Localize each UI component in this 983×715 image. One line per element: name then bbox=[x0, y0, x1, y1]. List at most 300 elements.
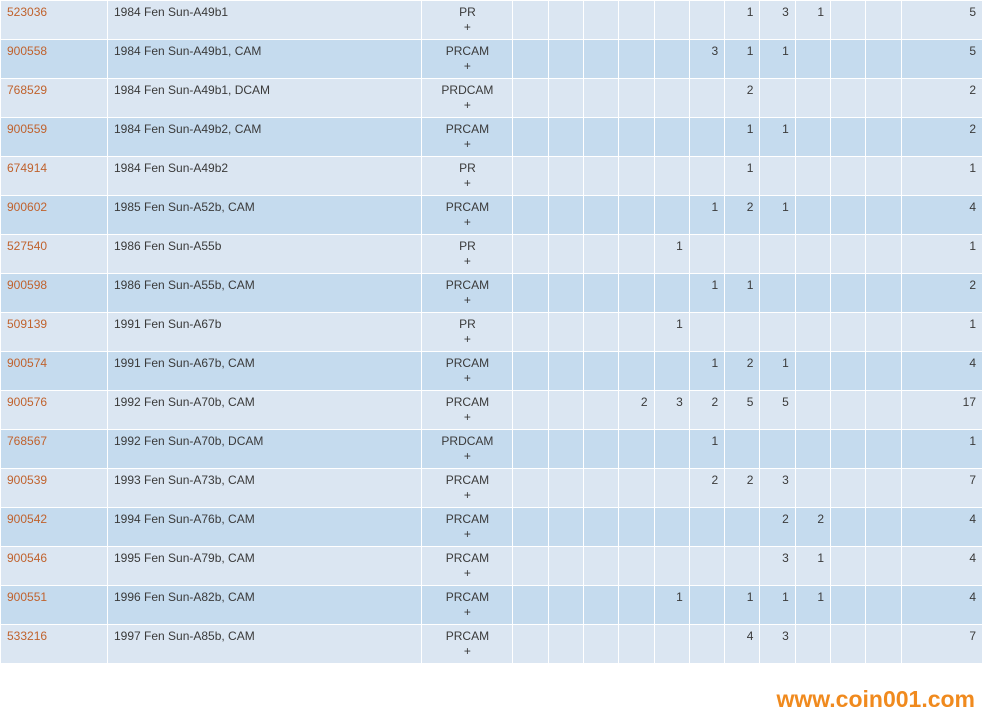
grade-cell bbox=[422, 196, 513, 235]
grade-plus-label: + bbox=[463, 410, 471, 424]
population-count-cell: 1 bbox=[689, 274, 724, 313]
population-count-cell bbox=[795, 430, 830, 469]
population-count-cell bbox=[513, 196, 548, 235]
coin-description-cell: 1995 Fen Sun-A79b, CAM bbox=[107, 547, 421, 586]
population-count-cell: 3 bbox=[760, 625, 795, 664]
population-count-cell bbox=[725, 235, 760, 274]
population-count-cell: 1 bbox=[795, 586, 830, 625]
population-count-cell bbox=[866, 391, 901, 430]
population-count-cell bbox=[513, 313, 548, 352]
population-count-cell bbox=[654, 1, 689, 40]
population-count-cell bbox=[548, 469, 583, 508]
table-row bbox=[1, 274, 983, 313]
population-count-cell bbox=[548, 235, 583, 274]
cert-number-cell[interactable] bbox=[1, 40, 108, 79]
population-count-cell bbox=[513, 157, 548, 196]
population-count-cell bbox=[513, 586, 548, 625]
population-count-cell bbox=[654, 469, 689, 508]
population-count-cell bbox=[760, 430, 795, 469]
site-watermark: www.coin001.com bbox=[776, 686, 975, 712]
cert-number-link[interactable]: 674914 bbox=[7, 161, 48, 175]
table-body bbox=[1, 1, 983, 664]
population-count-cell bbox=[548, 352, 583, 391]
grade-label: PRCAM bbox=[445, 473, 490, 487]
population-count-cell: 1 bbox=[654, 313, 689, 352]
grade-plus-label: + bbox=[463, 59, 471, 73]
population-count-cell bbox=[795, 40, 830, 79]
coin-description-cell: 1984 Fen Sun-A49b1, DCAM bbox=[107, 79, 421, 118]
total-count-cell: 4 bbox=[901, 547, 982, 586]
population-count-cell bbox=[689, 625, 724, 664]
population-count-cell bbox=[725, 313, 760, 352]
population-count-cell: 2 bbox=[725, 469, 760, 508]
population-count-cell bbox=[760, 274, 795, 313]
population-count-cell: 1 bbox=[760, 40, 795, 79]
grade-cell bbox=[422, 1, 513, 40]
population-count-cell bbox=[795, 625, 830, 664]
grade-plus-label: + bbox=[463, 215, 471, 229]
population-count-cell: 2 bbox=[689, 469, 724, 508]
population-count-cell bbox=[583, 547, 618, 586]
population-count-cell bbox=[725, 508, 760, 547]
cert-number-link[interactable]: 900542 bbox=[7, 512, 48, 526]
table-row bbox=[1, 352, 983, 391]
population-count-cell bbox=[689, 157, 724, 196]
population-count-cell bbox=[795, 235, 830, 274]
population-count-cell bbox=[866, 430, 901, 469]
total-count-cell: 2 bbox=[901, 274, 982, 313]
total-count-cell: 17 bbox=[901, 391, 982, 430]
population-count-cell bbox=[654, 547, 689, 586]
total-count-cell: 4 bbox=[901, 352, 982, 391]
population-count-cell bbox=[548, 313, 583, 352]
population-count-cell bbox=[689, 313, 724, 352]
cert-number-cell[interactable] bbox=[1, 196, 108, 235]
total-count-cell: 4 bbox=[901, 586, 982, 625]
grade-cell bbox=[422, 547, 513, 586]
cert-number-cell[interactable] bbox=[1, 625, 108, 664]
coin-description-cell: 1984 Fen Sun-A49b2, CAM bbox=[107, 118, 421, 157]
grade-cell bbox=[422, 40, 513, 79]
population-count-cell bbox=[548, 391, 583, 430]
population-count-cell bbox=[619, 430, 654, 469]
population-count-cell bbox=[866, 1, 901, 40]
population-count-cell: 5 bbox=[760, 391, 795, 430]
population-count-cell: 1 bbox=[760, 196, 795, 235]
population-count-cell bbox=[689, 1, 724, 40]
total-count-cell: 1 bbox=[901, 430, 982, 469]
population-count-cell bbox=[866, 196, 901, 235]
population-count-cell bbox=[831, 157, 866, 196]
population-count-cell: 2 bbox=[725, 196, 760, 235]
population-count-cell bbox=[866, 157, 901, 196]
cert-number-cell[interactable] bbox=[1, 1, 108, 40]
cert-number-cell[interactable] bbox=[1, 118, 108, 157]
population-count-cell bbox=[513, 40, 548, 79]
population-count-cell bbox=[831, 391, 866, 430]
population-count-cell: 1 bbox=[725, 118, 760, 157]
total-count-cell: 5 bbox=[901, 40, 982, 79]
population-count-cell: 1 bbox=[760, 586, 795, 625]
population-count-cell bbox=[548, 625, 583, 664]
cert-number-link[interactable]: 900539 bbox=[7, 473, 48, 487]
table-row bbox=[1, 625, 983, 664]
population-count-cell: 1 bbox=[689, 430, 724, 469]
table-row bbox=[1, 235, 983, 274]
cert-number-link[interactable]: 533216 bbox=[7, 629, 48, 643]
grade-cell bbox=[422, 430, 513, 469]
population-count-cell bbox=[866, 274, 901, 313]
grade-cell bbox=[422, 391, 513, 430]
population-count-cell bbox=[619, 157, 654, 196]
cert-number-cell[interactable] bbox=[1, 313, 108, 352]
grade-cell bbox=[422, 118, 513, 157]
total-count-cell: 1 bbox=[901, 313, 982, 352]
population-count-cell bbox=[513, 469, 548, 508]
table-row bbox=[1, 1, 983, 40]
cert-number-cell[interactable] bbox=[1, 586, 108, 625]
population-count-cell bbox=[654, 430, 689, 469]
population-count-cell bbox=[548, 1, 583, 40]
population-count-cell bbox=[619, 40, 654, 79]
grade-cell bbox=[422, 352, 513, 391]
population-count-cell bbox=[866, 118, 901, 157]
coin-description-cell: 1997 Fen Sun-A85b, CAM bbox=[107, 625, 421, 664]
cert-number-link[interactable]: 768529 bbox=[7, 83, 48, 97]
population-count-cell bbox=[760, 235, 795, 274]
grade-plus-label: + bbox=[463, 605, 471, 619]
grade-cell bbox=[422, 586, 513, 625]
cert-number-link[interactable]: 900602 bbox=[7, 200, 48, 214]
population-count-cell bbox=[619, 79, 654, 118]
population-count-cell: 1 bbox=[760, 352, 795, 391]
population-count-cell bbox=[583, 508, 618, 547]
table-row bbox=[1, 196, 983, 235]
population-count-cell bbox=[619, 1, 654, 40]
population-count-cell: 4 bbox=[725, 625, 760, 664]
population-count-cell bbox=[831, 625, 866, 664]
table-row bbox=[1, 391, 983, 430]
cert-number-link[interactable]: 900551 bbox=[7, 590, 48, 604]
population-count-cell bbox=[619, 274, 654, 313]
grade-label: PRCAM bbox=[445, 200, 490, 214]
population-count-cell bbox=[513, 274, 548, 313]
population-count-cell bbox=[831, 40, 866, 79]
population-count-cell: 1 bbox=[725, 1, 760, 40]
table-row bbox=[1, 118, 983, 157]
grade-plus-label: + bbox=[463, 137, 471, 151]
population-count-cell bbox=[513, 1, 548, 40]
total-count-cell: 1 bbox=[901, 157, 982, 196]
population-count-cell bbox=[689, 235, 724, 274]
coin-description-cell: 1991 Fen Sun-A67b bbox=[107, 313, 421, 352]
total-count-cell: 1 bbox=[901, 235, 982, 274]
population-count-cell bbox=[619, 469, 654, 508]
population-count-cell bbox=[654, 118, 689, 157]
population-count-cell bbox=[866, 79, 901, 118]
cert-number-cell[interactable] bbox=[1, 508, 108, 547]
cert-number-link[interactable]: 523036 bbox=[7, 5, 48, 19]
grade-plus-label: + bbox=[463, 254, 471, 268]
population-count-cell bbox=[831, 547, 866, 586]
population-count-cell bbox=[583, 469, 618, 508]
population-count-cell: 1 bbox=[725, 40, 760, 79]
population-count-cell bbox=[795, 352, 830, 391]
coin-description-cell: 1984 Fen Sun-A49b1 bbox=[107, 1, 421, 40]
population-count-cell bbox=[548, 157, 583, 196]
population-count-cell bbox=[760, 157, 795, 196]
grade-plus-label: + bbox=[463, 293, 471, 307]
coin-description-cell: 1992 Fen Sun-A70b, CAM bbox=[107, 391, 421, 430]
population-count-cell bbox=[583, 391, 618, 430]
population-count-cell bbox=[619, 625, 654, 664]
population-count-cell: 3 bbox=[689, 40, 724, 79]
population-count-cell bbox=[513, 547, 548, 586]
population-count-cell bbox=[548, 547, 583, 586]
population-count-cell bbox=[619, 196, 654, 235]
population-count-cell bbox=[654, 157, 689, 196]
population-count-cell bbox=[654, 79, 689, 118]
population-count-cell bbox=[583, 586, 618, 625]
grade-label: PRCAM bbox=[445, 395, 490, 409]
coin-description-cell: 1993 Fen Sun-A73b, CAM bbox=[107, 469, 421, 508]
grade-label: PRCAM bbox=[445, 551, 490, 565]
population-count-cell bbox=[513, 430, 548, 469]
population-count-cell bbox=[619, 508, 654, 547]
grade-label: PR bbox=[459, 317, 476, 331]
grade-label: PR bbox=[459, 239, 476, 253]
grade-label: PRCAM bbox=[445, 590, 490, 604]
cert-number-cell[interactable] bbox=[1, 274, 108, 313]
cert-number-link[interactable]: 900598 bbox=[7, 278, 48, 292]
grade-plus-label: + bbox=[463, 371, 471, 385]
population-count-cell: 2 bbox=[725, 79, 760, 118]
cert-number-cell[interactable] bbox=[1, 79, 108, 118]
population-count-cell bbox=[654, 274, 689, 313]
cert-number-link[interactable]: 900576 bbox=[7, 395, 48, 409]
population-count-cell: 5 bbox=[725, 391, 760, 430]
population-count-cell bbox=[619, 352, 654, 391]
table-row bbox=[1, 586, 983, 625]
grade-label: PRDCAM bbox=[441, 83, 494, 97]
population-count-cell bbox=[831, 313, 866, 352]
grade-plus-label: + bbox=[463, 98, 471, 112]
population-count-cell bbox=[831, 118, 866, 157]
population-count-cell bbox=[689, 586, 724, 625]
coin-description-cell: 1994 Fen Sun-A76b, CAM bbox=[107, 508, 421, 547]
total-count-cell: 5 bbox=[901, 1, 982, 40]
cert-number-cell[interactable] bbox=[1, 469, 108, 508]
population-count-cell: 2 bbox=[795, 508, 830, 547]
population-count-cell: 1 bbox=[689, 352, 724, 391]
total-count-cell: 4 bbox=[901, 196, 982, 235]
population-count-cell: 1 bbox=[689, 196, 724, 235]
cert-number-cell[interactable] bbox=[1, 235, 108, 274]
grade-label: PRCAM bbox=[445, 44, 490, 58]
population-count-cell bbox=[583, 274, 618, 313]
population-count-cell bbox=[548, 196, 583, 235]
cert-number-cell[interactable] bbox=[1, 352, 108, 391]
coin-description-cell: 1984 Fen Sun-A49b2 bbox=[107, 157, 421, 196]
population-count-cell bbox=[513, 508, 548, 547]
population-count-cell bbox=[548, 508, 583, 547]
population-count-cell bbox=[831, 274, 866, 313]
grade-plus-label: + bbox=[463, 566, 471, 580]
population-count-cell: 1 bbox=[725, 157, 760, 196]
population-count-cell bbox=[866, 625, 901, 664]
coin-description-cell: 1985 Fen Sun-A52b, CAM bbox=[107, 196, 421, 235]
population-count-cell bbox=[725, 547, 760, 586]
population-count-cell: 2 bbox=[619, 391, 654, 430]
population-count-cell bbox=[619, 235, 654, 274]
population-count-cell bbox=[513, 235, 548, 274]
population-count-cell bbox=[795, 79, 830, 118]
population-count-cell bbox=[583, 1, 618, 40]
population-count-cell: 1 bbox=[654, 235, 689, 274]
population-count-cell: 1 bbox=[725, 274, 760, 313]
population-count-cell bbox=[831, 1, 866, 40]
grade-cell bbox=[422, 235, 513, 274]
population-count-cell bbox=[831, 235, 866, 274]
table-row bbox=[1, 547, 983, 586]
grade-cell bbox=[422, 157, 513, 196]
grade-cell bbox=[422, 625, 513, 664]
total-count-cell: 7 bbox=[901, 625, 982, 664]
population-count-cell bbox=[513, 391, 548, 430]
population-count-cell bbox=[654, 352, 689, 391]
table-row bbox=[1, 40, 983, 79]
population-count-cell bbox=[583, 313, 618, 352]
population-count-cell bbox=[619, 313, 654, 352]
grade-plus-label: + bbox=[463, 20, 471, 34]
population-count-cell bbox=[654, 625, 689, 664]
grade-label: PR bbox=[459, 161, 476, 175]
population-count-cell: 1 bbox=[760, 118, 795, 157]
cert-number-cell[interactable] bbox=[1, 391, 108, 430]
population-count-cell: 1 bbox=[795, 1, 830, 40]
population-count-cell bbox=[654, 40, 689, 79]
population-count-cell bbox=[583, 625, 618, 664]
total-count-cell: 2 bbox=[901, 79, 982, 118]
coin-description-cell: 1984 Fen Sun-A49b1, CAM bbox=[107, 40, 421, 79]
cert-number-link[interactable]: 900558 bbox=[7, 44, 48, 58]
population-count-cell bbox=[689, 508, 724, 547]
population-count-cell bbox=[831, 586, 866, 625]
population-count-cell bbox=[583, 196, 618, 235]
population-count-cell bbox=[548, 118, 583, 157]
grade-label: PR bbox=[459, 5, 476, 19]
grade-label: PRCAM bbox=[445, 122, 490, 136]
grade-cell bbox=[422, 313, 513, 352]
population-count-cell bbox=[725, 430, 760, 469]
population-count-cell bbox=[583, 79, 618, 118]
population-count-cell: 1 bbox=[654, 586, 689, 625]
coin-description-cell: 1992 Fen Sun-A70b, DCAM bbox=[107, 430, 421, 469]
grade-cell bbox=[422, 79, 513, 118]
population-count-cell: 2 bbox=[725, 352, 760, 391]
population-count-cell: 2 bbox=[760, 508, 795, 547]
population-count-cell bbox=[866, 352, 901, 391]
population-count-cell bbox=[619, 118, 654, 157]
population-count-cell bbox=[583, 352, 618, 391]
cert-number-cell[interactable] bbox=[1, 157, 108, 196]
grade-label: PRDCAM bbox=[441, 434, 494, 448]
population-count-cell bbox=[795, 469, 830, 508]
grade-plus-label: + bbox=[463, 449, 471, 463]
grade-label: PRCAM bbox=[445, 356, 490, 370]
table-row bbox=[1, 157, 983, 196]
population-count-cell bbox=[689, 547, 724, 586]
population-count-cell bbox=[513, 79, 548, 118]
population-count-cell bbox=[866, 508, 901, 547]
population-count-cell bbox=[760, 79, 795, 118]
cert-number-link[interactable]: 509139 bbox=[7, 317, 48, 331]
population-count-cell bbox=[831, 430, 866, 469]
population-count-cell bbox=[795, 391, 830, 430]
cert-number-cell[interactable] bbox=[1, 547, 108, 586]
population-count-cell bbox=[831, 352, 866, 391]
cert-number-link[interactable]: 900559 bbox=[7, 122, 48, 136]
population-count-cell bbox=[795, 118, 830, 157]
table-row bbox=[1, 430, 983, 469]
population-count-cell bbox=[866, 469, 901, 508]
grade-cell bbox=[422, 508, 513, 547]
population-count-cell bbox=[583, 40, 618, 79]
population-count-cell bbox=[866, 235, 901, 274]
cert-number-cell[interactable] bbox=[1, 430, 108, 469]
grade-cell bbox=[422, 274, 513, 313]
cert-number-link[interactable]: 900574 bbox=[7, 356, 48, 370]
population-count-cell bbox=[831, 79, 866, 118]
population-count-cell bbox=[513, 118, 548, 157]
population-count-cell bbox=[795, 196, 830, 235]
cert-number-link[interactable]: 768567 bbox=[7, 434, 48, 448]
population-count-cell bbox=[654, 508, 689, 547]
grade-plus-label: + bbox=[463, 332, 471, 346]
population-count-cell bbox=[513, 352, 548, 391]
population-count-cell bbox=[831, 508, 866, 547]
table-row bbox=[1, 313, 983, 352]
population-count-cell bbox=[548, 430, 583, 469]
population-count-cell bbox=[760, 313, 795, 352]
population-count-cell bbox=[795, 274, 830, 313]
table-row bbox=[1, 79, 983, 118]
total-count-cell: 7 bbox=[901, 469, 982, 508]
population-count-cell: 2 bbox=[689, 391, 724, 430]
grade-cell bbox=[422, 469, 513, 508]
grade-plus-label: + bbox=[463, 488, 471, 502]
population-count-cell bbox=[583, 235, 618, 274]
population-count-cell bbox=[619, 586, 654, 625]
coin-description-cell: 1986 Fen Sun-A55b bbox=[107, 235, 421, 274]
total-count-cell: 4 bbox=[901, 508, 982, 547]
population-count-cell bbox=[831, 196, 866, 235]
grade-label: PRCAM bbox=[445, 512, 490, 526]
population-count-cell bbox=[866, 40, 901, 79]
population-count-cell bbox=[548, 274, 583, 313]
grade-plus-label: + bbox=[463, 644, 471, 658]
grade-plus-label: + bbox=[463, 176, 471, 190]
population-count-cell: 1 bbox=[795, 547, 830, 586]
population-count-cell bbox=[583, 157, 618, 196]
population-count-cell bbox=[548, 79, 583, 118]
coin-description-cell: 1991 Fen Sun-A67b, CAM bbox=[107, 352, 421, 391]
cert-number-link[interactable]: 900546 bbox=[7, 551, 48, 565]
cert-number-link[interactable]: 527540 bbox=[7, 239, 48, 253]
table-row bbox=[1, 469, 983, 508]
population-count-cell bbox=[513, 625, 548, 664]
population-count-cell bbox=[795, 313, 830, 352]
